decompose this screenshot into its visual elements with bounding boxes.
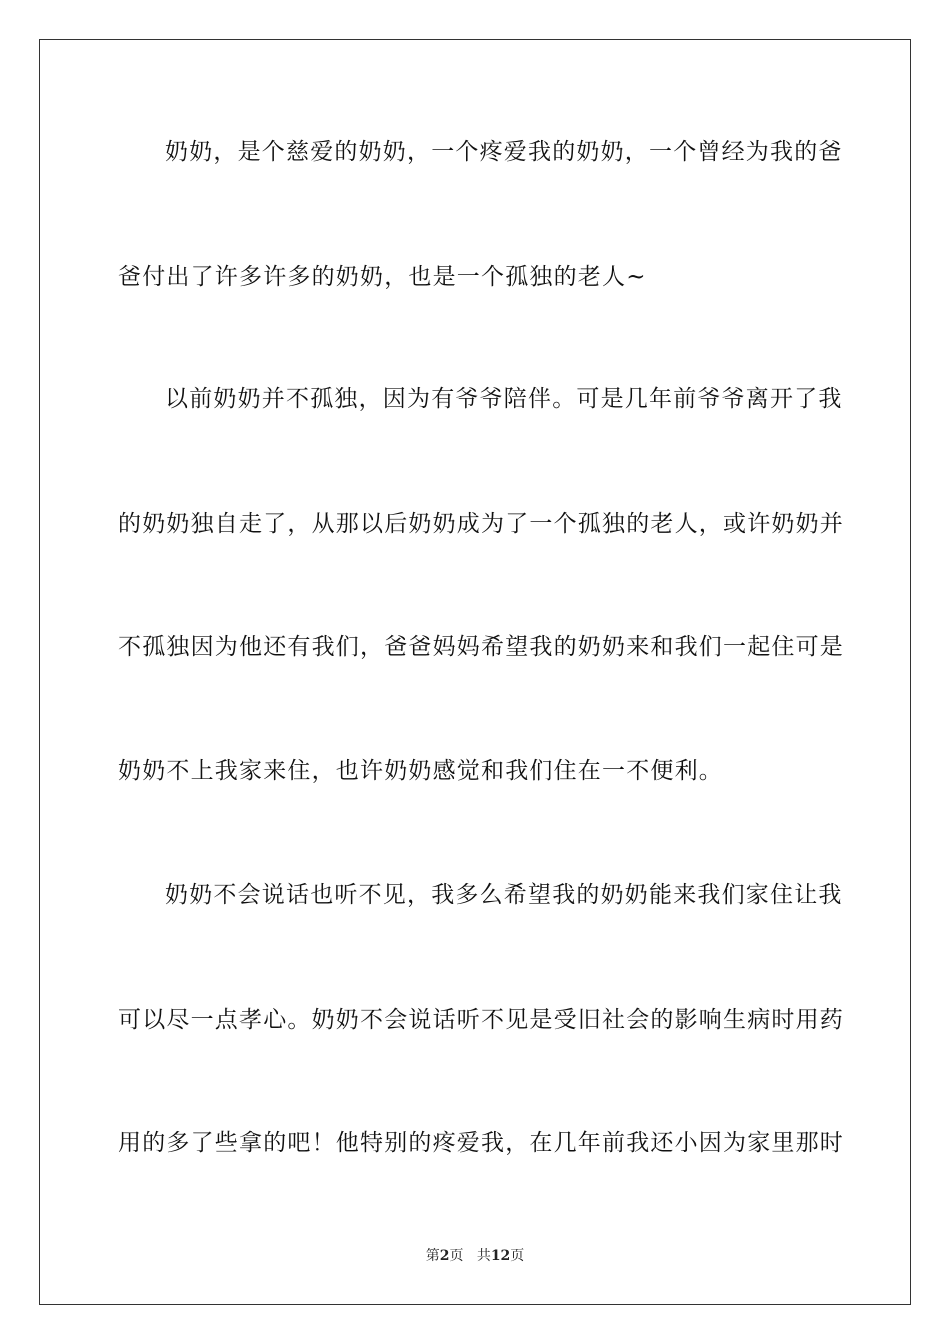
text-line: 奶奶不会说话也听不见，我多么希望我的奶奶能来我们家住让我 [165, 882, 843, 908]
page-number-suffix: 页 [449, 1248, 464, 1264]
text-line: 不孤独因为他还有我们，爸爸妈妈希望我的奶奶来和我们一起住可是 [118, 634, 844, 660]
total-page-count: 12 [490, 1248, 511, 1264]
total-pages-prefix: 共 [476, 1248, 491, 1264]
page-footer [0, 1246, 950, 1266]
total-pages-suffix: 页 [510, 1248, 525, 1264]
text-line: 以前奶奶并不孤独，因为有爷爷陪伴。可是几年前爷爷离开了我 [165, 386, 843, 412]
current-page-number: 2 [439, 1248, 450, 1264]
text-line: 可以尽一点孝心。奶奶不会说话听不见是受旧社会的影响生病时用药 [118, 1007, 844, 1033]
page-number-prefix: 第 [425, 1248, 440, 1264]
text-line: 奶奶不上我家来住，也许奶奶感觉和我们住在一不便利。 [118, 758, 723, 784]
text-line: 的奶奶独自走了，从那以后奶奶成为了一个孤独的老人，或许奶奶并 [118, 511, 844, 537]
text-line: 用的多了些拿的吧！他特别的疼爱我，在几年前我还小因为家里那时 [118, 1130, 844, 1156]
text-line: 奶奶，是个慈爱的奶奶，一个疼爱我的奶奶，一个曾经为我的爸 [165, 139, 843, 165]
text-line: 爸付出了许多许多的奶奶，也是一个孤独的老人~ [118, 264, 647, 290]
page-border [39, 39, 911, 1305]
